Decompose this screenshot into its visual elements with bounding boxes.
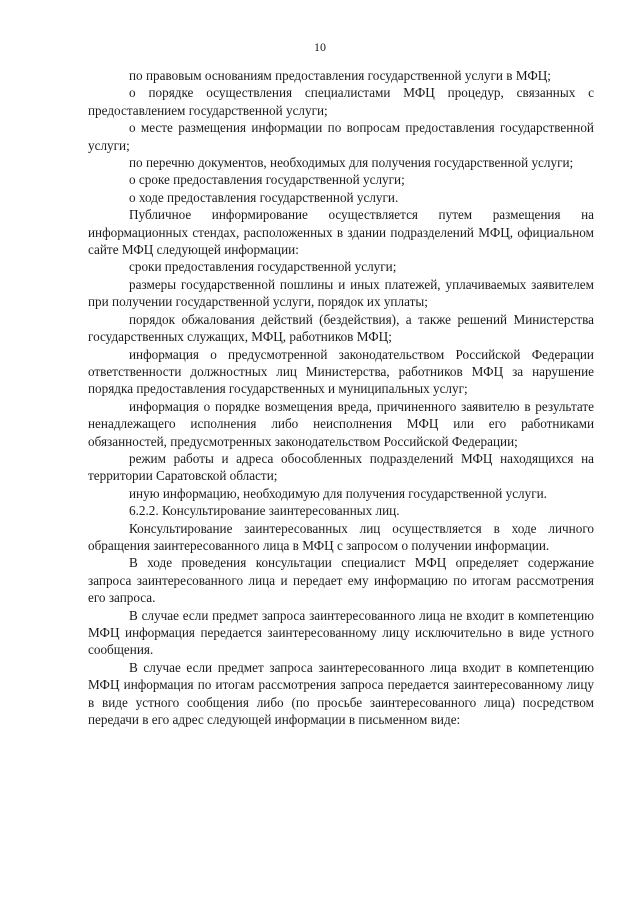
paragraph: сроки предоставления государственной услуги;	[129, 259, 397, 275]
paragraph: по правовым основаниям предоставления государственной услуги в МФЦ;	[129, 68, 551, 83]
paragraph: порядок обжалования действий (бездействия), а также решений Министерства государственных служащих, МФЦ, работников МФЦ;	[88, 311, 594, 345]
paragraph: режим работы и адреса обособленных подразделений МФЦ находящихся на территории Саратовской области;	[88, 450, 594, 484]
paragraph: В ходе проведения консультации специалист МФЦ определяет содержание запроса заинтересованного лица и передает ему информацию по итогам рассмотрения его запроса.	[88, 555, 594, 606]
paragraph: В случае если предмет запроса заинтересованного лица не входит в компетенцию МФЦ информация передается заинтересованному лицу исключительно в виде устного сообщения.	[88, 607, 594, 658]
paragraph: размеры государственной пошлины и иных платежей, уплачиваемых заявителем при получении государственной услуги, порядок их уплаты;	[88, 276, 594, 310]
paragraph: информация о предусмотренной законодательством Российской Федерации ответственности должностных лиц Министерства, работников МФЦ за нарушение порядка предоставления государственных и муниципальных услуг;	[88, 346, 594, 397]
paragraph: о сроке предоставления государственной услуги;	[129, 172, 405, 188]
paragraph: В случае если предмет запроса заинтересованного лица входит в компетенцию МФЦ информация по итогам рассмотрения запроса передается заинтересованному лицу в виде устного сообщения либо (по просьбе заинтересованного лица) посредством передачи в его адрес следующей информации в письменном виде:	[88, 659, 594, 728]
page-number: 10	[314, 40, 326, 54]
paragraph: информация о порядке возмещения вреда, причиненного заявителю в результате ненадлежащего исполнения либо неисполнения МФЦ или его работниками обязанностей, предусмотренных законодательством Российской Федерации;	[88, 398, 594, 449]
document-body	[88, 67, 594, 728]
paragraph: Публичное информирование осуществляется путем размещения на информационных стендах, расположенных в здании подразделений МФЦ, официальном сайте МФЦ следующей информации:	[88, 207, 594, 258]
paragraph: Консультирование заинтересованных лиц осуществляется в ходе личного обращения заинтересованного лица в МФЦ с запросом о получении информации.	[88, 520, 594, 553]
paragraph: о порядке осуществления специалистами МФЦ процедур, связанных с предоставлением государственной услуги;	[88, 85, 594, 118]
section-heading: 6.2.2. Консультирование заинтересованных лиц.	[129, 503, 400, 519]
paragraph: по перечню документов, необходимых для получения государственной услуги;	[129, 155, 574, 171]
paragraph: иную информацию, необходимую для получения государственной услуги.	[129, 485, 547, 501]
paragraph: о месте размещения информации по вопросам предоставления государственной услуги;	[88, 120, 594, 153]
paragraph: о ходе предоставления государственной услуги.	[129, 189, 399, 205]
